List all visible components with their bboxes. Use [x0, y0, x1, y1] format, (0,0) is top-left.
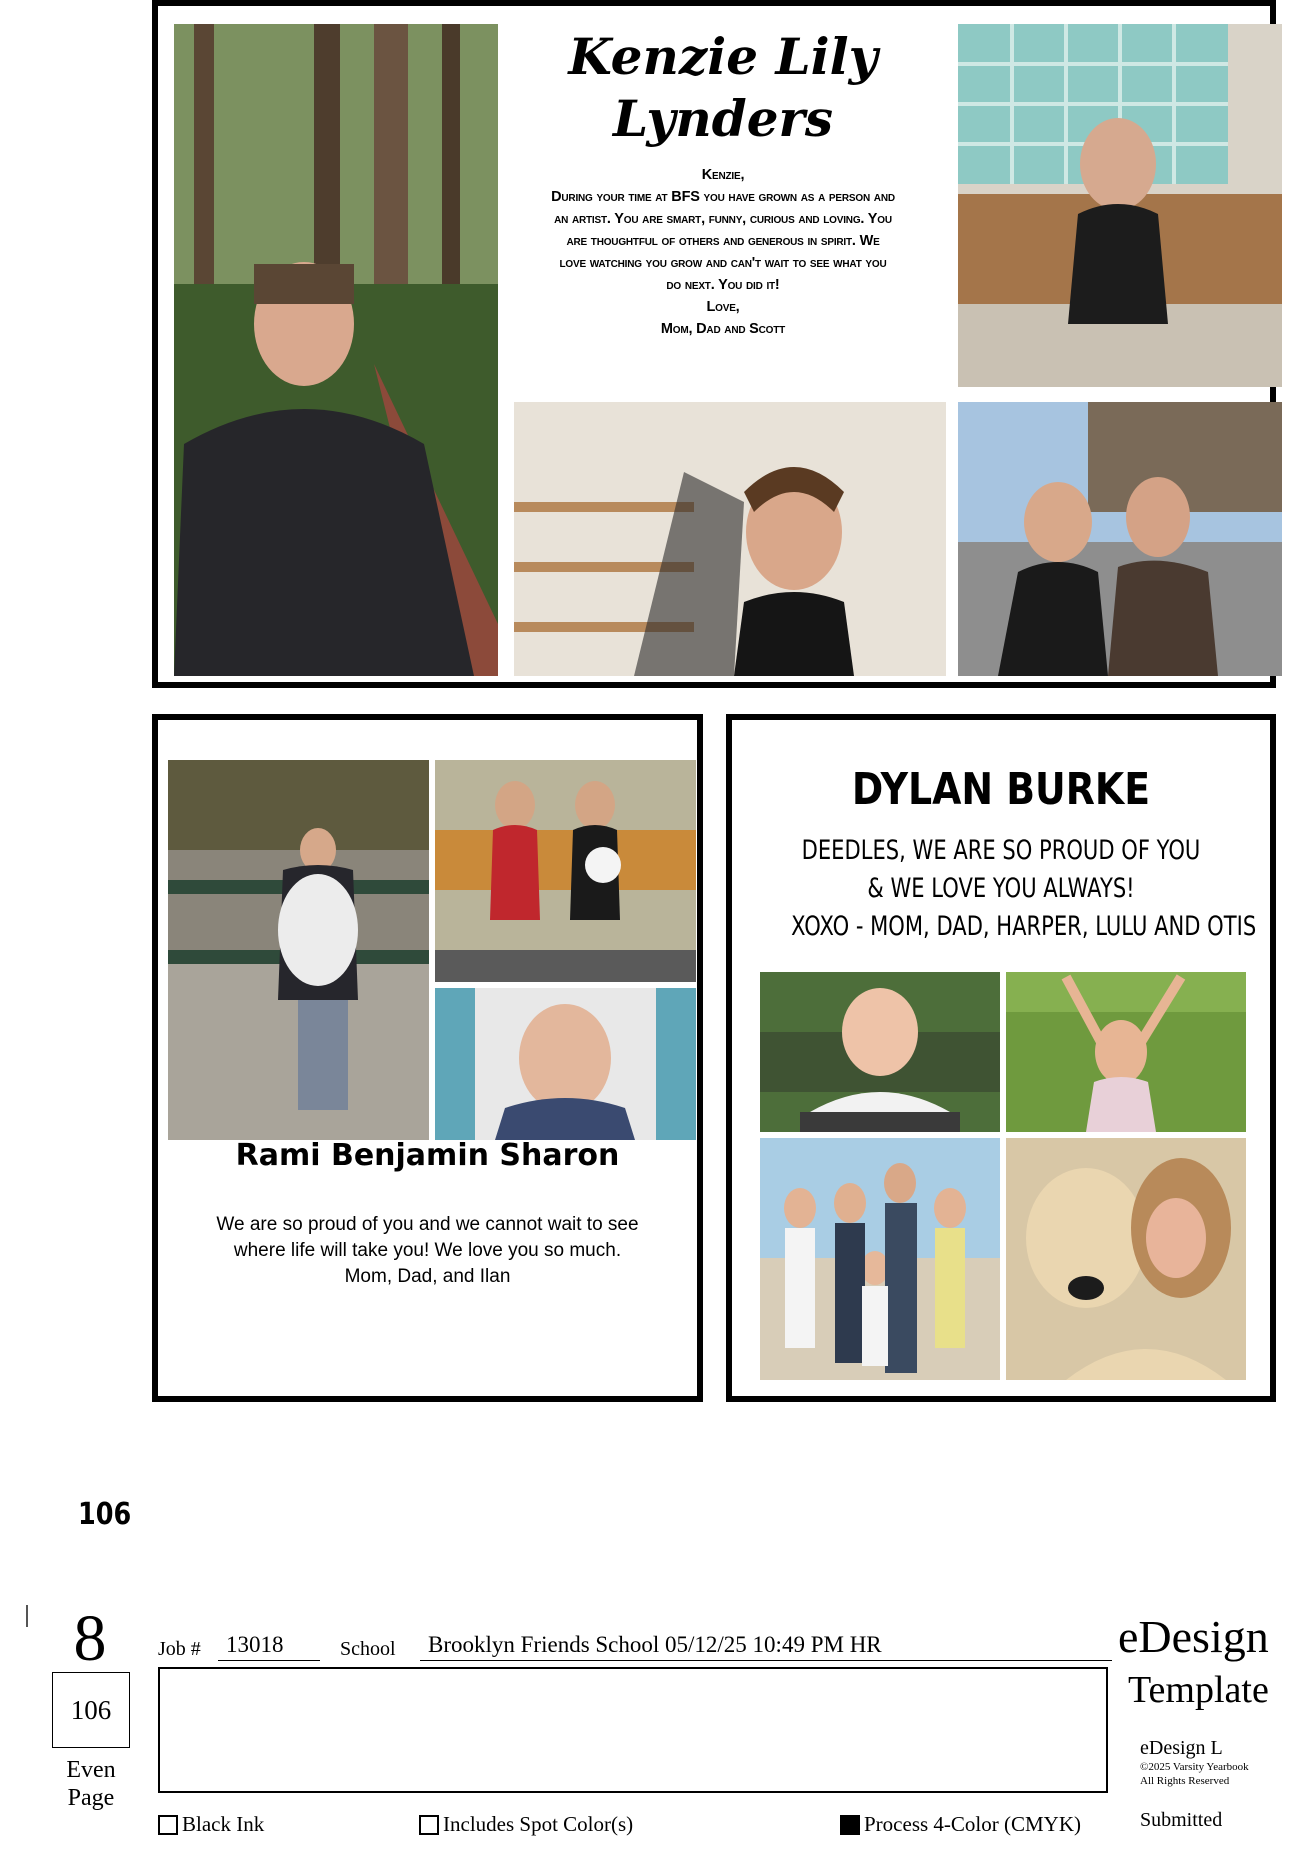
- kenzie-stairs-photo: [514, 402, 946, 676]
- dylan-family-photo: [760, 1138, 1000, 1380]
- dylan-message: DEEDLES, WE ARE SO PROUD OF YOU & WE LOVE YOU ALWAYS! XOXO - MOM, DAD, HARPER, LULU AND OTIS: [791, 835, 1257, 942]
- process-color-checkbox[interactable]: Process 4-Color (CMYK): [840, 1812, 1081, 1837]
- rami-name: Rami Benjamin Sharon: [235, 1138, 620, 1173]
- checkbox-square: [158, 1815, 178, 1835]
- checkbox-square-checked: [840, 1815, 860, 1835]
- kenzie-title: Kenzie Lily Lynders: [568, 27, 878, 148]
- school-label: School: [340, 1638, 396, 1660]
- brand-edesign: eDesign: [1118, 1611, 1269, 1662]
- brand-template: Template: [1128, 1669, 1269, 1711]
- job-label: Job #: [158, 1638, 201, 1660]
- copyright: ©2025 Varsity Yearbook All Rights Reserved: [1140, 1761, 1249, 1787]
- page-number: 106: [78, 1497, 132, 1532]
- dylan-field-photo: [1006, 972, 1246, 1132]
- rami-ad: [152, 714, 703, 1402]
- spot-color-checkbox[interactable]: Includes Spot Color(s): [419, 1812, 633, 1837]
- rami-baby-photo: [435, 988, 696, 1140]
- edesign-l-label: eDesign L: [1140, 1737, 1223, 1759]
- rami-bench-photo: [168, 760, 429, 1140]
- kenzie-street-photo: [958, 402, 1282, 676]
- kenzie-forest-photo: [174, 24, 498, 676]
- checkbox-square: [419, 1815, 439, 1835]
- dylan-dog-photo: [1006, 1138, 1246, 1380]
- job-underline: [218, 1660, 320, 1661]
- dylan-baby-photo: [760, 972, 1000, 1132]
- job-value: 13018: [226, 1632, 284, 1657]
- kenzie-ad: [152, 0, 1276, 688]
- even-page-label: Even Page: [66, 1757, 116, 1811]
- dylan-ad: [726, 714, 1276, 1402]
- notes-box[interactable]: [158, 1667, 1108, 1793]
- page-box: 106: [52, 1672, 130, 1748]
- rami-message: We are so proud of you and we cannot wait to see where life will take you! We love you so much. Mom, Dad, and Ilan: [216, 1214, 639, 1287]
- dylan-name: DYLAN BURKE: [851, 764, 1151, 815]
- kenzie-message: Kenzie, During your time at BFS you have grown as a person and an artist. You are smart, funny, curious and loving. You are thoughtful of others and generous in spirit. We love watching you grow and can't wait to see what you do next. You did it! Love, Mom, Dad and Scott: [551, 167, 895, 337]
- school-underline: [420, 1660, 1112, 1661]
- school-value: Brooklyn Friends School 05/12/25 10:49 PM HR: [428, 1632, 882, 1657]
- crop-mark: [26, 1605, 28, 1627]
- kenzie-restaurant-photo: [958, 24, 1282, 387]
- black-ink-checkbox[interactable]: Black Ink: [158, 1812, 264, 1837]
- rami-subway-photo: [435, 760, 696, 982]
- submitted-label: Submitted: [1140, 1809, 1223, 1831]
- signature-number: 8: [73, 1602, 107, 1675]
